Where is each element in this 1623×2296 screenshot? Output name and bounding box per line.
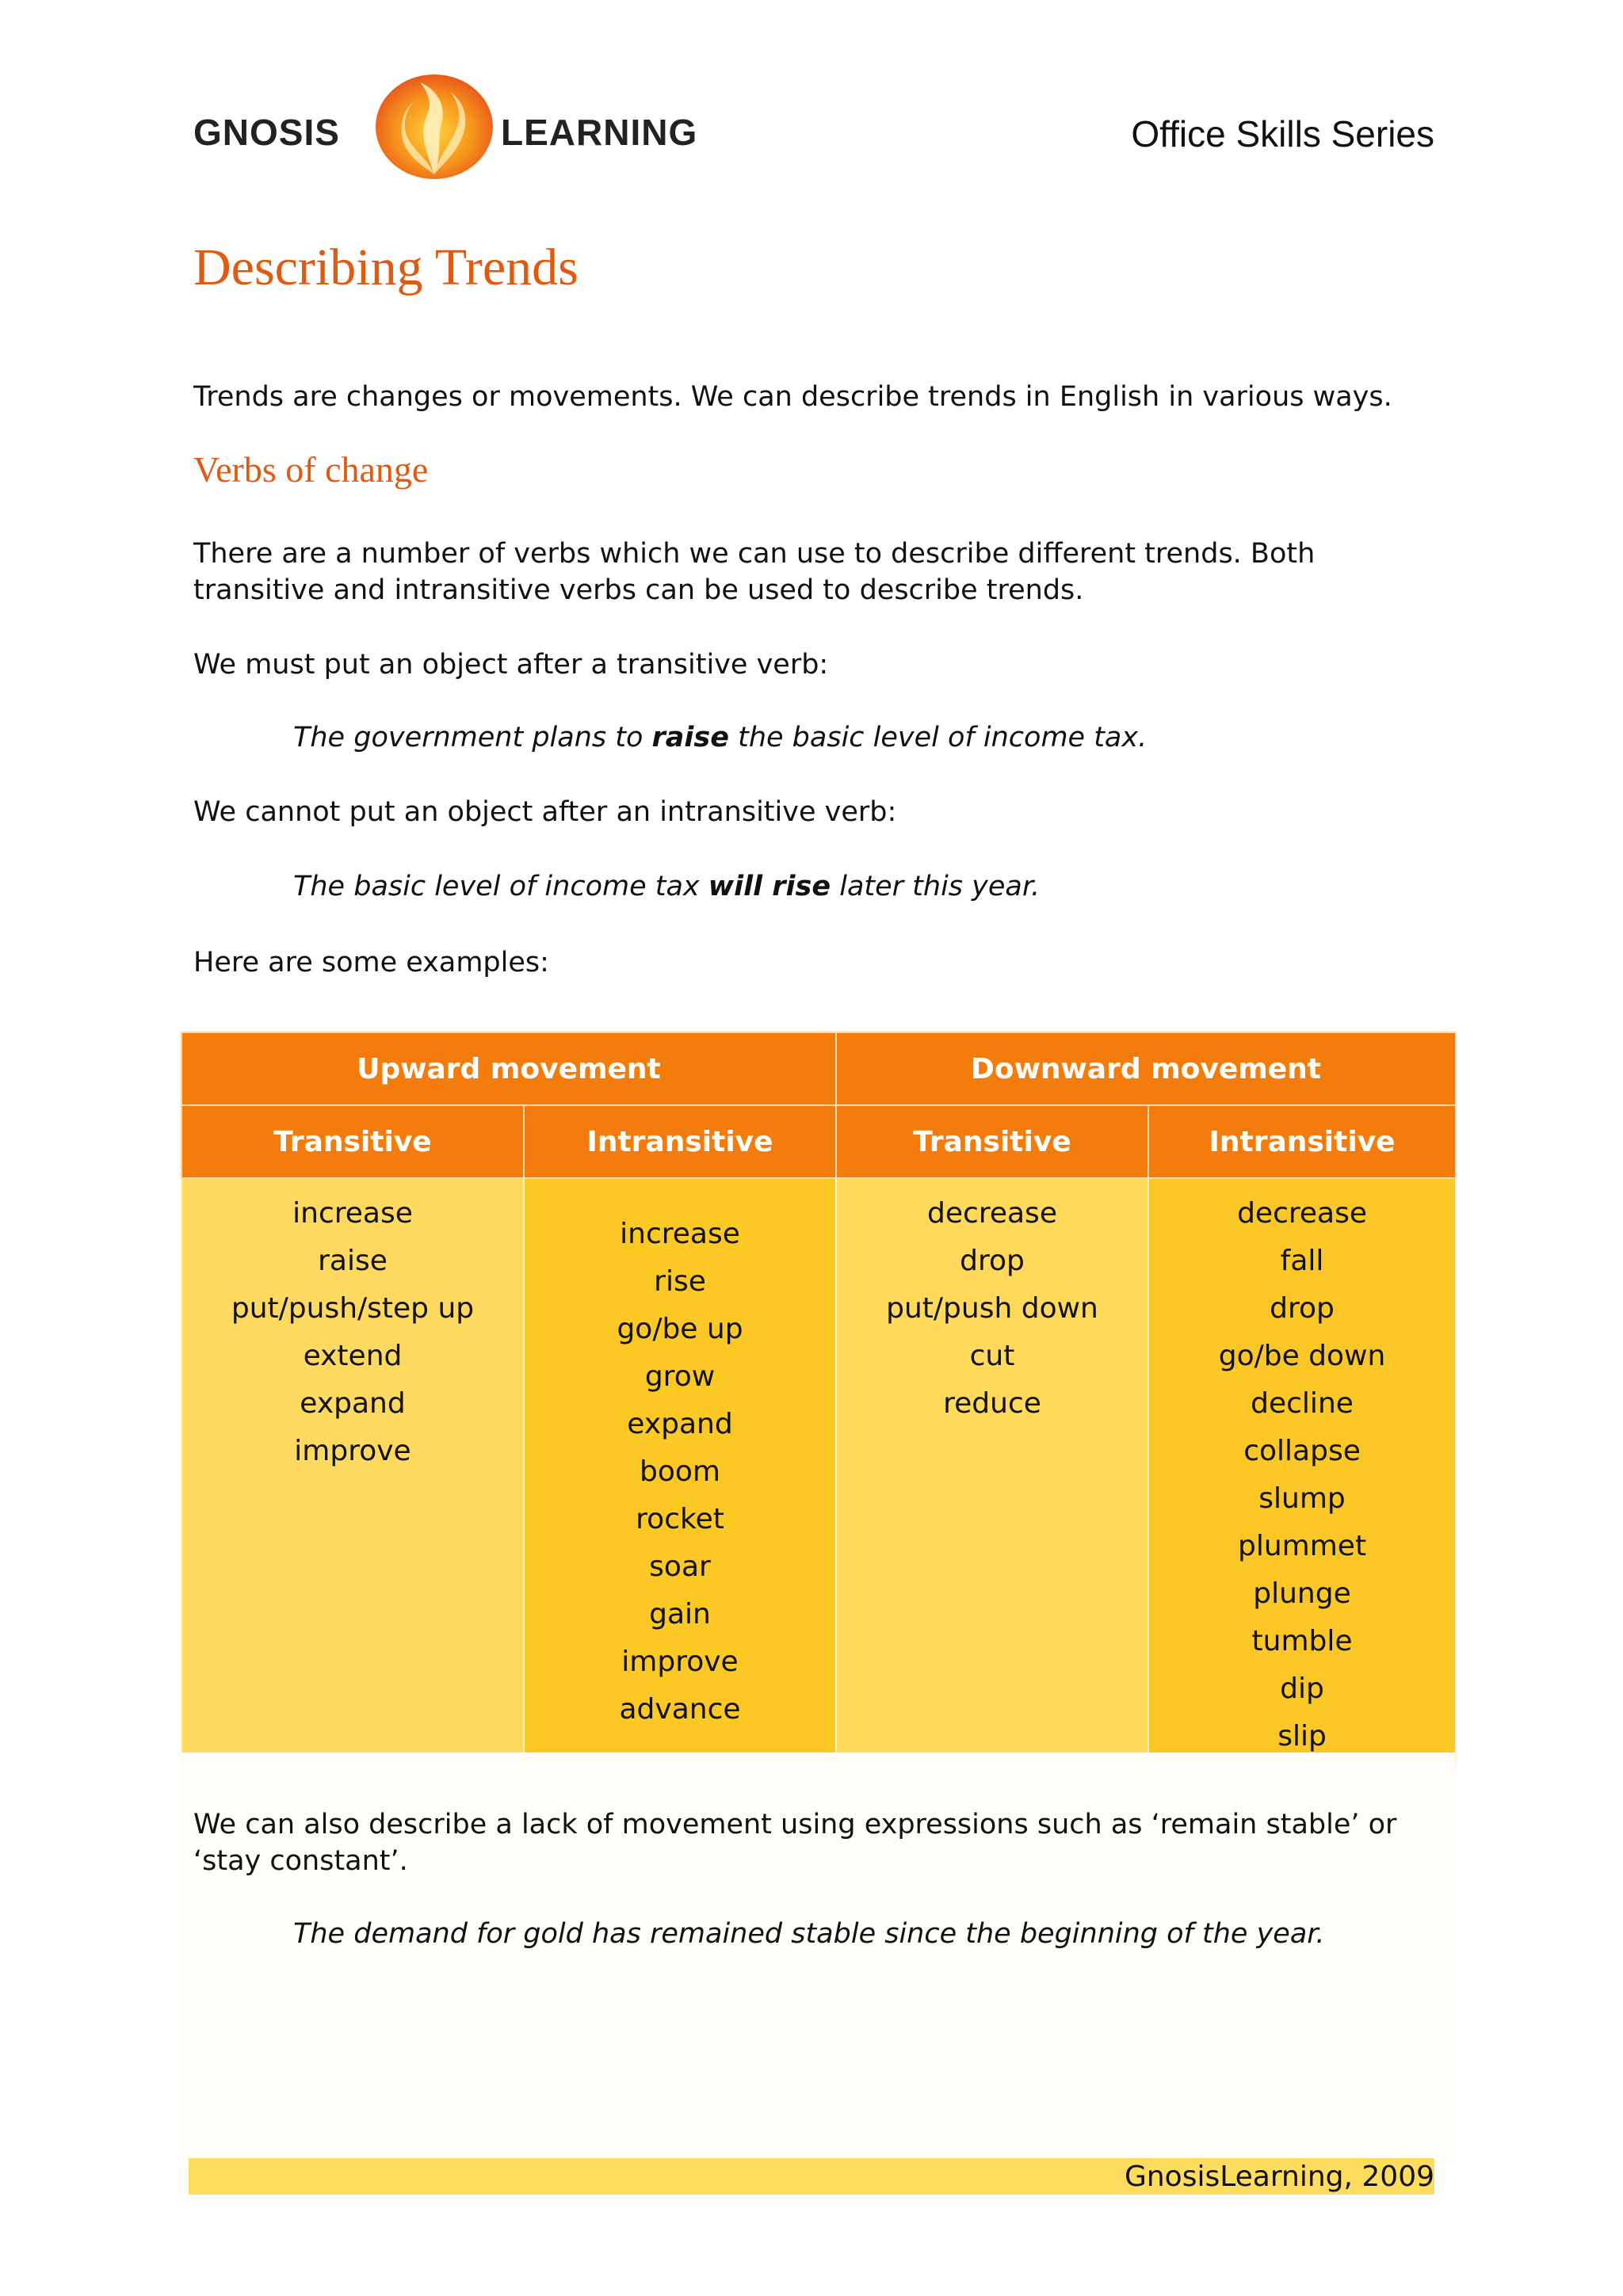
logo-text-learning: LEARNING — [501, 112, 698, 153]
gnosis-logo — [193, 71, 732, 182]
list-item: advance — [619, 1693, 741, 1726]
intro-paragraph: Trends are changes or movements. We can describe trends in English in various ways. — [193, 381, 1392, 413]
list-item: expand — [627, 1408, 733, 1440]
list-item: drop — [1270, 1292, 1335, 1325]
list-item: go/be up — [617, 1313, 743, 1345]
list-item: extend — [303, 1340, 403, 1372]
paragraph-stability: We can also describe a lack of movement using expressions such as ‘remain stable’ or ‘stay constant’. — [193, 1809, 1397, 1877]
verbs-table — [181, 1032, 1457, 1768]
list-item: collapse — [1243, 1435, 1361, 1467]
list-item: soar — [649, 1550, 711, 1583]
column-down-transitive — [836, 1178, 1148, 1767]
page-title: Describing Trends — [193, 238, 579, 296]
list-item: rocket — [636, 1503, 724, 1535]
list-item: put/push down — [886, 1292, 1098, 1325]
list-item: fall — [1280, 1245, 1324, 1277]
group-header-downward: Downward movement — [836, 1032, 1456, 1105]
logo-text-gnosis: GNOSIS — [193, 112, 340, 153]
example-verb-will-rise: will rise — [708, 871, 831, 902]
example-intransitive: The basic level of income tax will rise later this year. — [293, 871, 1041, 902]
list-item: tumble — [1251, 1625, 1353, 1657]
list-item: expand — [300, 1387, 406, 1420]
list-item: increase — [292, 1197, 413, 1230]
paragraph-transitive: We must put an object after a transitive verb: — [193, 649, 829, 681]
list-item: cut — [969, 1340, 1015, 1372]
flame-logo-icon — [371, 71, 498, 182]
list-item: slip — [1277, 1720, 1327, 1753]
list-item: reduce — [943, 1387, 1041, 1420]
series-label: Office Skills Series — [1131, 113, 1434, 154]
list-item: grow — [644, 1360, 716, 1393]
paragraph-examples: Here are some examples: — [193, 947, 549, 978]
subheader-down-transitive: Transitive — [836, 1105, 1148, 1178]
list-item: put/push/step up — [231, 1292, 475, 1325]
list-item: plunge — [1253, 1577, 1351, 1610]
list-item: decrease — [927, 1197, 1057, 1230]
column-up-transitive — [181, 1178, 524, 1767]
list-item: rise — [654, 1265, 706, 1298]
list-item: slump — [1258, 1482, 1346, 1515]
list-item: gain — [649, 1598, 711, 1630]
column-up-intransitive — [524, 1178, 836, 1767]
list-item: dip — [1280, 1672, 1324, 1705]
section-heading: Verbs of change — [193, 449, 429, 490]
column-down-intransitive — [1148, 1178, 1456, 1767]
list-item: improve — [294, 1435, 411, 1467]
example-transitive: The government plans to raise the basic level of income tax. — [293, 722, 1148, 753]
example-verb-raise: raise — [651, 722, 729, 753]
list-item: improve — [621, 1646, 739, 1678]
list-item: decline — [1251, 1387, 1354, 1420]
footer-copyright: GnosisLearning, 2009 — [1124, 2161, 1434, 2193]
list-item: boom — [640, 1455, 720, 1488]
list-item: raise — [318, 1245, 388, 1277]
list-item: drop — [960, 1245, 1025, 1277]
list-item: decrease — [1237, 1197, 1367, 1230]
paragraph-intransitive: We cannot put an object after an intransitive verb: — [193, 796, 897, 828]
example-stability: The demand for gold has remained stable since the beginning of the year. — [293, 1918, 1325, 1950]
paragraph-verbs: There are a number of verbs which we can use to describe different trends. Both transitive and intransitive verbs can be used to describe trends. — [193, 538, 1316, 606]
list-item: go/be down — [1218, 1340, 1386, 1372]
subheader-down-intransitive: Intransitive — [1148, 1105, 1456, 1178]
list-item: increase — [620, 1218, 740, 1250]
list-item: plummet — [1237, 1530, 1367, 1562]
group-header-upward: Upward movement — [181, 1032, 836, 1105]
subheader-up-transitive: Transitive — [181, 1105, 524, 1178]
subheader-up-intransitive: Intransitive — [524, 1105, 836, 1178]
